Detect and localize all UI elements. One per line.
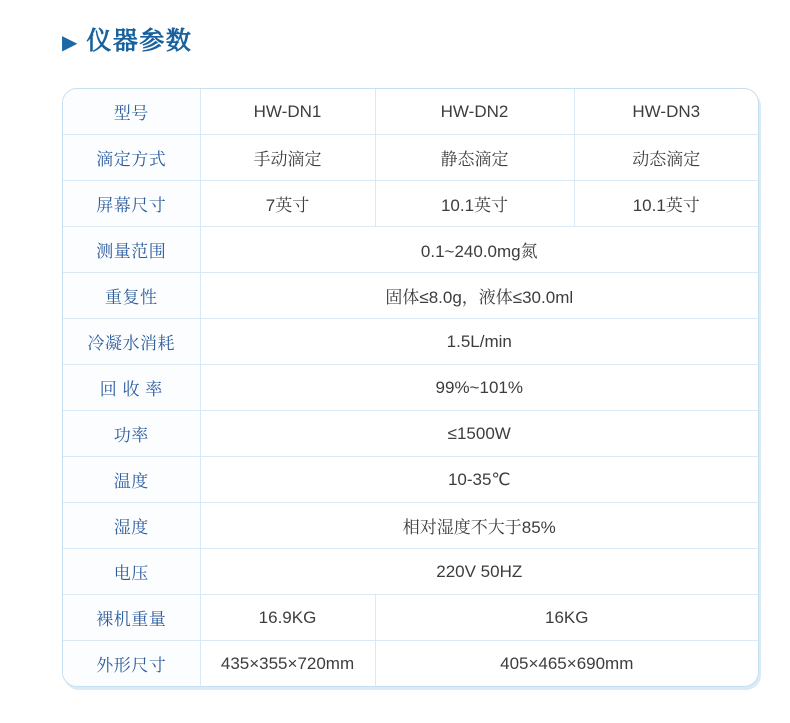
- row-value: 静态滴定: [375, 135, 574, 181]
- table-row: [63, 89, 758, 135]
- section-title: [62, 28, 192, 56]
- spec-table-container: [62, 88, 759, 687]
- table-row: [63, 503, 758, 549]
- row-value: 固体≤8.0g，液体≤30.0ml: [200, 273, 758, 319]
- table-row: [63, 411, 758, 457]
- row-value: HW-DN3: [574, 89, 758, 135]
- row-label: 功率: [63, 411, 200, 457]
- row-label: 电压: [63, 549, 200, 595]
- row-value: 0.1~240.0mg氮: [200, 227, 758, 273]
- row-value: 10.1英寸: [375, 181, 574, 227]
- row-label: 湿度: [63, 503, 200, 549]
- row-label: 滴定方式: [63, 135, 200, 181]
- row-value: 435×355×720mm: [200, 641, 375, 687]
- row-value: 7英寸: [200, 181, 375, 227]
- row-value: 10-35℃: [200, 457, 758, 503]
- row-label: 屏幕尺寸: [63, 181, 200, 227]
- page-title: 仪器参数: [86, 27, 193, 55]
- row-label: 测量范围: [63, 227, 200, 273]
- table-row: [63, 365, 758, 411]
- row-label: 外形尺寸: [63, 641, 200, 687]
- table-row: [63, 181, 758, 227]
- row-value: 动态滴定: [574, 135, 758, 181]
- table-row: [63, 457, 758, 503]
- row-value: 405×465×690mm: [375, 641, 758, 687]
- table-row: [63, 273, 758, 319]
- row-label: 裸机重量: [63, 595, 200, 641]
- row-value: 1.5L/min: [200, 319, 758, 365]
- row-value: ≤1500W: [200, 411, 758, 457]
- row-value: 220V 50HZ: [200, 549, 758, 595]
- table-row: [63, 319, 758, 365]
- row-value: 相对湿度不大于85%: [200, 503, 758, 549]
- arrow-right-icon: ▶: [62, 31, 78, 54]
- row-value: 99%~101%: [200, 365, 758, 411]
- table-row: [63, 641, 758, 687]
- row-label: 重复性: [63, 273, 200, 319]
- row-value: HW-DN2: [375, 89, 574, 135]
- table-row: [63, 595, 758, 641]
- row-value: 16KG: [375, 595, 758, 641]
- row-value: 10.1英寸: [574, 181, 758, 227]
- table-row: [63, 135, 758, 181]
- row-label: 回 收 率: [63, 365, 200, 411]
- row-value: 16.9KG: [200, 595, 375, 641]
- row-value: HW-DN1: [200, 89, 375, 135]
- table-row: [63, 549, 758, 595]
- row-label: 温度: [63, 457, 200, 503]
- row-label: 冷凝水消耗: [63, 319, 200, 365]
- spec-table: [63, 89, 758, 686]
- row-label: 型号: [63, 89, 200, 135]
- row-value: 手动滴定: [200, 135, 375, 181]
- spec-table-body: [63, 89, 758, 686]
- table-row: [63, 227, 758, 273]
